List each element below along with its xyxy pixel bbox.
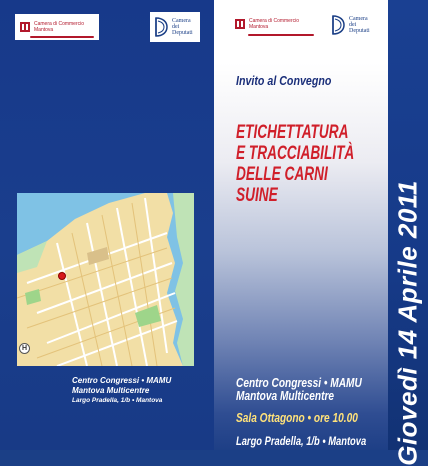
camera-deputati-line1: Camera — [349, 16, 368, 22]
camera-commercio-line2: Mantova — [34, 27, 54, 33]
title-line-2: E TRACCIABILITÀ — [236, 142, 355, 164]
venue-map[interactable] — [17, 193, 194, 366]
camera-deputati-icon — [153, 16, 169, 38]
title-line-1: ETICHETTATURA — [236, 121, 349, 143]
venue-location-pin-icon[interactable] — [58, 272, 66, 280]
camera-commercio-icon — [19, 21, 31, 33]
venue-room-time: Sala Ottagono • ore 10.00 — [236, 410, 358, 425]
city-map-graphic — [17, 193, 194, 366]
venue-name: Centro Congressi • MAMU — [236, 375, 362, 390]
event-date: Giovedì 14 Aprile 2011 — [392, 180, 423, 466]
venue-address: Largo Pradella, 1/b • Mantova — [236, 434, 367, 448]
venue-place: Mantova Multicentre — [236, 388, 335, 403]
camera-commercio-swoosh — [248, 34, 314, 36]
venue-address-small: Largo Pradella, 1/b • Mantova — [72, 397, 163, 404]
left-venue-block — [72, 376, 171, 406]
venue-place-small: Mantova Multicentre — [72, 386, 150, 395]
title-line-4: SUINE — [236, 184, 278, 206]
camera-deputati-line3: Deputati — [172, 30, 193, 36]
hospital-icon: H — [19, 343, 30, 354]
camera-commercio-swoosh — [30, 36, 94, 38]
camera-deputati-line1: Camera — [172, 18, 191, 24]
left-panel — [0, 0, 214, 450]
venue-name-small: Centro Congressi • MAMU — [72, 376, 172, 385]
camera-commercio-line1: Camera di Commercio — [34, 21, 85, 27]
event-title — [236, 122, 354, 206]
venue-block — [236, 376, 366, 447]
title-line-3: DELLE CARNI — [236, 163, 328, 185]
camera-deputati-line2: dei — [172, 24, 180, 30]
camera-commercio-icon — [234, 18, 246, 30]
camera-commercio-line2: Mantova — [249, 24, 269, 30]
camera-commercio-line1: Camera di Commercio — [249, 18, 300, 24]
camera-deputati-line2: dei — [349, 22, 357, 28]
camera-deputati-logo — [150, 12, 200, 42]
camera-deputati-logo-right — [330, 10, 380, 40]
invite-heading: Invito al Convegno — [236, 73, 332, 88]
camera-deputati-line3: Deputati — [349, 28, 370, 34]
camera-commercio-logo-right — [234, 12, 324, 36]
camera-deputati-icon — [330, 14, 346, 36]
